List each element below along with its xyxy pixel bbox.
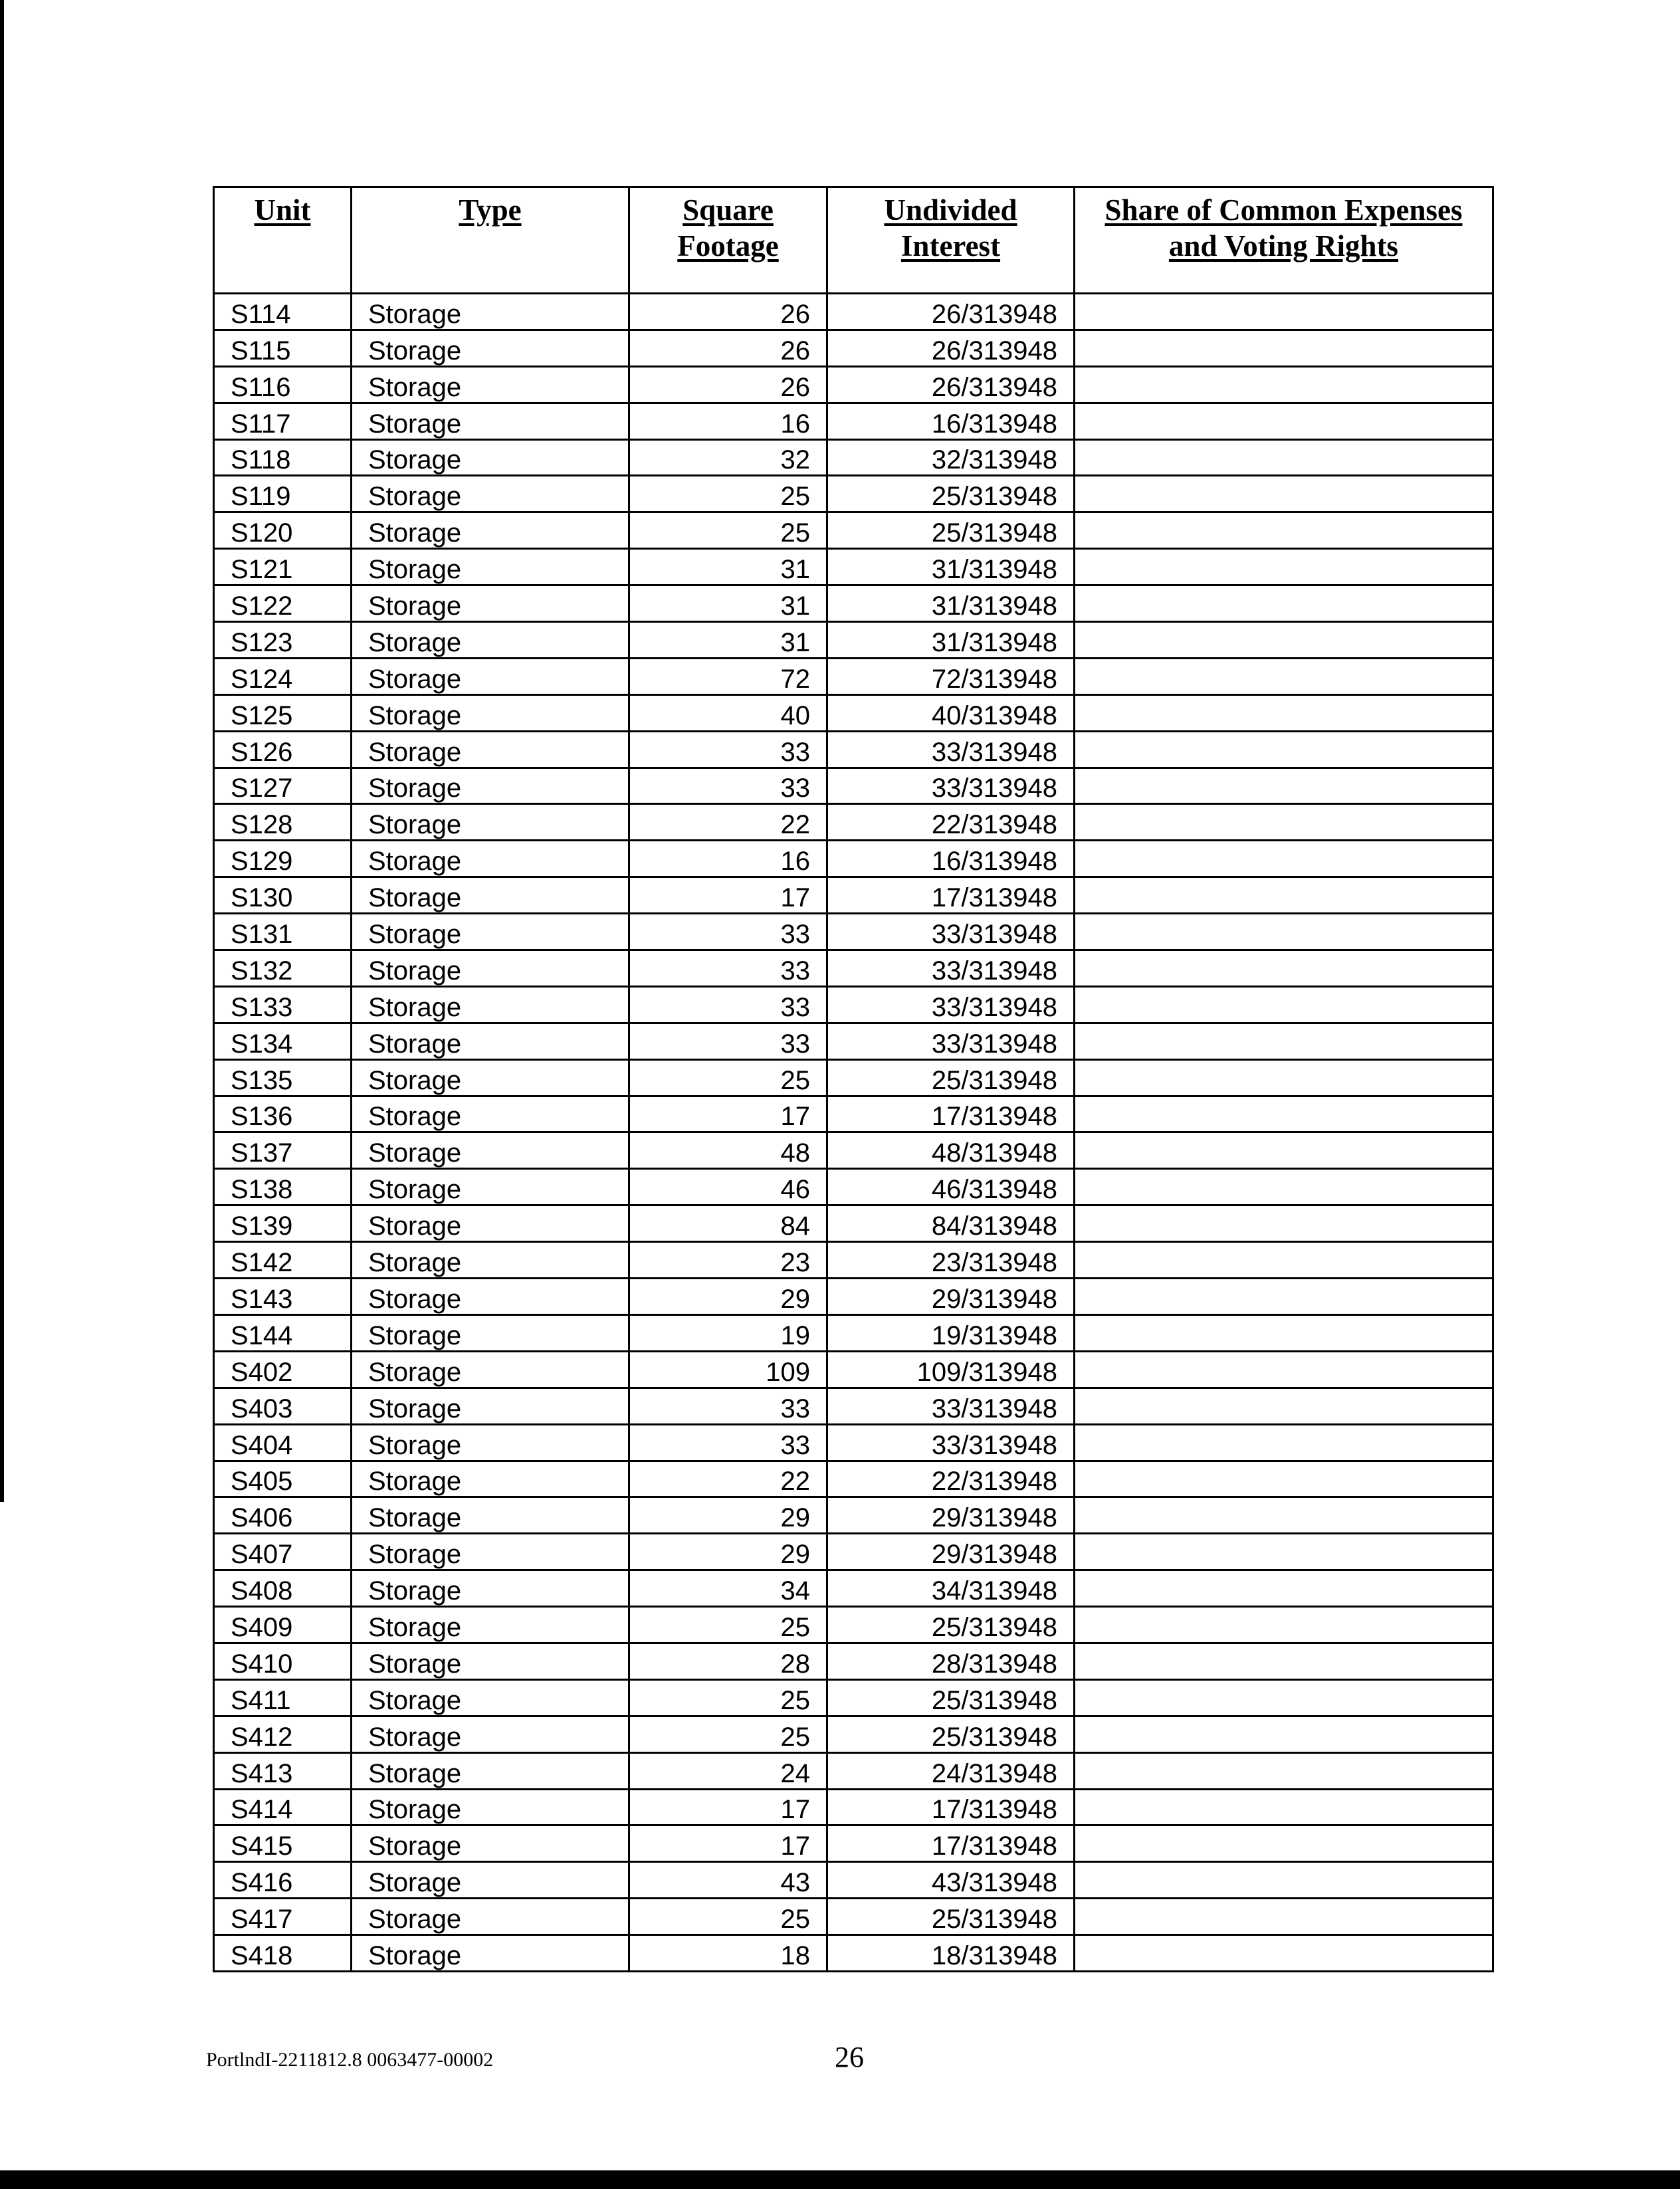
cell-type: Storage: [352, 1497, 629, 1534]
cell-share: [1075, 1679, 1493, 1716]
table-row: [214, 439, 1493, 476]
cell-type: Storage: [352, 585, 629, 622]
cell-square-footage: 31: [629, 622, 827, 659]
cell-undivided-interest: 33/313948: [827, 1023, 1075, 1059]
table-row: [214, 1716, 1493, 1752]
cell-type: Storage: [352, 1205, 629, 1242]
cell-square-footage: 16: [629, 841, 827, 877]
cell-type: Storage: [352, 1388, 629, 1424]
header-share-common-expenses: Share of Common Expenses and Voting Rights: [1075, 187, 1493, 294]
table-row: [214, 1424, 1493, 1461]
cell-unit: S121: [214, 549, 352, 585]
header-type: Type: [352, 187, 629, 294]
cell-unit: S135: [214, 1059, 352, 1096]
cell-share: [1075, 1096, 1493, 1132]
cell-undivided-interest: 26/313948: [827, 294, 1075, 330]
cell-undivided-interest: 25/313948: [827, 1679, 1075, 1716]
cell-type: Storage: [352, 694, 629, 731]
cell-undivided-interest: 23/313948: [827, 1242, 1075, 1279]
cell-unit: S412: [214, 1716, 352, 1752]
cell-undivided-interest: 29/313948: [827, 1279, 1075, 1315]
cell-undivided-interest: 33/313948: [827, 768, 1075, 804]
cell-share: [1075, 1023, 1493, 1059]
table-row: [214, 1132, 1493, 1169]
cell-unit: S410: [214, 1643, 352, 1679]
table-row: [214, 366, 1493, 403]
cell-square-footage: 24: [629, 1752, 827, 1789]
table-row: [214, 658, 1493, 694]
table-row: [214, 1314, 1493, 1351]
cell-unit: S124: [214, 658, 352, 694]
cell-unit: S131: [214, 914, 352, 950]
cell-square-footage: 25: [629, 1059, 827, 1096]
table-row: [214, 841, 1493, 877]
cell-undivided-interest: 32/313948: [827, 439, 1075, 476]
cell-share: [1075, 1314, 1493, 1351]
cell-square-footage: 17: [629, 877, 827, 914]
header-square-footage: Square Footage: [629, 187, 827, 294]
cell-unit: S418: [214, 1935, 352, 1972]
cell-undivided-interest: 25/313948: [827, 1059, 1075, 1096]
cell-share: [1075, 877, 1493, 914]
cell-undivided-interest: 29/313948: [827, 1534, 1075, 1570]
cell-share: [1075, 731, 1493, 768]
table-body: [214, 294, 1493, 1972]
cell-type: Storage: [352, 1752, 629, 1789]
table-row: [214, 1388, 1493, 1424]
cell-share: [1075, 1935, 1493, 1972]
cell-share: [1075, 1169, 1493, 1205]
cell-share: [1075, 658, 1493, 694]
cell-square-footage: 33: [629, 1388, 827, 1424]
cell-type: Storage: [352, 1679, 629, 1716]
table-row: [214, 768, 1493, 804]
cell-square-footage: 40: [629, 694, 827, 731]
cell-share: [1075, 1862, 1493, 1899]
cell-type: Storage: [352, 986, 629, 1023]
cell-type: Storage: [352, 1461, 629, 1497]
cell-type: Storage: [352, 1935, 629, 1972]
cell-undivided-interest: 25/313948: [827, 1607, 1075, 1643]
table-row: [214, 877, 1493, 914]
cell-share: [1075, 1059, 1493, 1096]
cell-unit: S417: [214, 1899, 352, 1935]
cell-square-footage: 29: [629, 1497, 827, 1534]
cell-undivided-interest: 46/313948: [827, 1169, 1075, 1205]
cell-share: [1075, 439, 1493, 476]
cell-type: Storage: [352, 330, 629, 366]
cell-unit: S403: [214, 1388, 352, 1424]
cell-unit: S122: [214, 585, 352, 622]
cell-undivided-interest: 22/313948: [827, 1461, 1075, 1497]
table-row: [214, 694, 1493, 731]
table-row: [214, 549, 1493, 585]
cell-unit: S409: [214, 1607, 352, 1643]
cell-square-footage: 19: [629, 1314, 827, 1351]
cell-square-footage: 23: [629, 1242, 827, 1279]
cell-square-footage: 33: [629, 731, 827, 768]
cell-type: Storage: [352, 1059, 629, 1096]
cell-undivided-interest: 48/313948: [827, 1132, 1075, 1169]
cell-share: [1075, 1497, 1493, 1534]
cell-type: Storage: [352, 768, 629, 804]
table-row: [214, 1497, 1493, 1534]
cell-square-footage: 32: [629, 439, 827, 476]
cell-type: Storage: [352, 294, 629, 330]
cell-share: [1075, 403, 1493, 439]
cell-undivided-interest: 43/313948: [827, 1862, 1075, 1899]
cell-type: Storage: [352, 1716, 629, 1752]
table-row: [214, 1023, 1493, 1059]
cell-share: [1075, 1716, 1493, 1752]
cell-undivided-interest: 16/313948: [827, 403, 1075, 439]
cell-undivided-interest: 33/313948: [827, 914, 1075, 950]
cell-type: Storage: [352, 950, 629, 987]
cell-share: [1075, 622, 1493, 659]
table-row: [214, 512, 1493, 549]
cell-square-footage: 17: [629, 1825, 827, 1862]
cell-type: Storage: [352, 1132, 629, 1169]
cell-square-footage: 29: [629, 1279, 827, 1315]
cell-undivided-interest: 17/313948: [827, 1825, 1075, 1862]
cell-unit: S143: [214, 1279, 352, 1315]
cell-unit: S115: [214, 330, 352, 366]
cell-share: [1075, 1570, 1493, 1607]
cell-square-footage: 46: [629, 1169, 827, 1205]
cell-unit: S137: [214, 1132, 352, 1169]
cell-share: [1075, 294, 1493, 330]
table-row: [214, 403, 1493, 439]
page-number: 26: [835, 2041, 864, 2073]
cell-unit: S118: [214, 439, 352, 476]
cell-share: [1075, 330, 1493, 366]
cell-type: Storage: [352, 658, 629, 694]
cell-unit: S114: [214, 294, 352, 330]
cell-type: Storage: [352, 804, 629, 841]
cell-undivided-interest: 29/313948: [827, 1497, 1075, 1534]
table-row: [214, 1643, 1493, 1679]
cell-unit: S406: [214, 1497, 352, 1534]
scan-left-edge: [0, 0, 4, 1502]
cell-unit: S134: [214, 1023, 352, 1059]
table-row: [214, 1607, 1493, 1643]
cell-share: [1075, 1825, 1493, 1862]
cell-type: Storage: [352, 403, 629, 439]
table-row: [214, 1096, 1493, 1132]
cell-undivided-interest: 33/313948: [827, 950, 1075, 987]
cell-unit: S123: [214, 622, 352, 659]
cell-type: Storage: [352, 622, 629, 659]
cell-undivided-interest: 17/313948: [827, 1789, 1075, 1825]
cell-type: Storage: [352, 439, 629, 476]
table-row: [214, 330, 1493, 366]
table-row: [214, 1862, 1493, 1899]
cell-share: [1075, 1205, 1493, 1242]
cell-unit: S128: [214, 804, 352, 841]
cell-type: Storage: [352, 1789, 629, 1825]
cell-undivided-interest: 33/313948: [827, 986, 1075, 1023]
table-row: [214, 1789, 1493, 1825]
cell-undivided-interest: 17/313948: [827, 877, 1075, 914]
cell-square-footage: 33: [629, 986, 827, 1023]
table-row: [214, 294, 1493, 330]
table-row: [214, 1351, 1493, 1388]
cell-undivided-interest: 18/313948: [827, 1935, 1075, 1972]
cell-square-footage: 17: [629, 1096, 827, 1132]
cell-share: [1075, 950, 1493, 987]
cell-unit: S129: [214, 841, 352, 877]
cell-unit: S402: [214, 1351, 352, 1388]
cell-type: Storage: [352, 1351, 629, 1388]
cell-unit: S413: [214, 1752, 352, 1789]
cell-square-footage: 31: [629, 549, 827, 585]
cell-type: Storage: [352, 512, 629, 549]
cell-unit: S404: [214, 1424, 352, 1461]
cell-undivided-interest: 72/313948: [827, 658, 1075, 694]
cell-unit: S132: [214, 950, 352, 987]
cell-unit: S136: [214, 1096, 352, 1132]
table-row: [214, 1935, 1493, 1972]
table-row: [214, 1169, 1493, 1205]
cell-undivided-interest: 31/313948: [827, 549, 1075, 585]
table-row: [214, 622, 1493, 659]
header-unit: Unit: [214, 187, 352, 294]
cell-unit: S127: [214, 768, 352, 804]
table-row: [214, 914, 1493, 950]
cell-square-footage: 31: [629, 585, 827, 622]
table-row: [214, 1461, 1493, 1497]
cell-square-footage: 33: [629, 1424, 827, 1461]
cell-square-footage: 26: [629, 366, 827, 403]
cell-type: Storage: [352, 1314, 629, 1351]
cell-share: [1075, 986, 1493, 1023]
cell-unit: S139: [214, 1205, 352, 1242]
cell-type: Storage: [352, 1825, 629, 1862]
cell-type: Storage: [352, 476, 629, 512]
cell-type: Storage: [352, 1643, 629, 1679]
cell-square-footage: 25: [629, 512, 827, 549]
cell-square-footage: 25: [629, 1716, 827, 1752]
table-row: [214, 986, 1493, 1023]
cell-undivided-interest: 31/313948: [827, 622, 1075, 659]
cell-share: [1075, 476, 1493, 512]
cell-share: [1075, 1461, 1493, 1497]
table-row: [214, 1205, 1493, 1242]
table-row: [214, 804, 1493, 841]
cell-undivided-interest: 25/313948: [827, 1716, 1075, 1752]
cell-undivided-interest: 31/313948: [827, 585, 1075, 622]
cell-square-footage: 25: [629, 1679, 827, 1716]
cell-type: Storage: [352, 1096, 629, 1132]
cell-undivided-interest: 26/313948: [827, 330, 1075, 366]
table-row: [214, 585, 1493, 622]
cell-square-footage: 72: [629, 658, 827, 694]
cell-type: Storage: [352, 366, 629, 403]
cell-share: [1075, 1752, 1493, 1789]
cell-share: [1075, 768, 1493, 804]
cell-unit: S125: [214, 694, 352, 731]
cell-unit: S407: [214, 1534, 352, 1570]
cell-undivided-interest: 84/313948: [827, 1205, 1075, 1242]
cell-square-footage: 84: [629, 1205, 827, 1242]
table-row: [214, 1825, 1493, 1862]
cell-share: [1075, 1643, 1493, 1679]
cell-undivided-interest: 33/313948: [827, 1388, 1075, 1424]
cell-undivided-interest: 25/313948: [827, 512, 1075, 549]
cell-unit: S126: [214, 731, 352, 768]
cell-unit: S414: [214, 1789, 352, 1825]
cell-share: [1075, 1607, 1493, 1643]
header-undivided-interest: Undivided Interest: [827, 187, 1075, 294]
table-row: [214, 1242, 1493, 1279]
cell-undivided-interest: 24/313948: [827, 1752, 1075, 1789]
cell-share: [1075, 585, 1493, 622]
cell-undivided-interest: 40/313948: [827, 694, 1075, 731]
cell-unit: S133: [214, 986, 352, 1023]
cell-type: Storage: [352, 914, 629, 950]
unit-table: [213, 186, 1494, 1972]
cell-unit: S116: [214, 366, 352, 403]
cell-share: [1075, 1132, 1493, 1169]
table-row: [214, 1059, 1493, 1096]
table-row: [214, 1679, 1493, 1716]
cell-unit: S415: [214, 1825, 352, 1862]
table-row: [214, 1899, 1493, 1935]
cell-undivided-interest: 26/313948: [827, 366, 1075, 403]
cell-square-footage: 26: [629, 294, 827, 330]
table-row: [214, 1570, 1493, 1607]
cell-share: [1075, 1534, 1493, 1570]
cell-undivided-interest: 17/313948: [827, 1096, 1075, 1132]
cell-square-footage: 33: [629, 768, 827, 804]
cell-type: Storage: [352, 1023, 629, 1059]
cell-square-footage: 48: [629, 1132, 827, 1169]
table-row: [214, 1534, 1493, 1570]
cell-share: [1075, 1242, 1493, 1279]
cell-square-footage: 28: [629, 1643, 827, 1679]
cell-type: Storage: [352, 841, 629, 877]
cell-undivided-interest: 33/313948: [827, 1424, 1075, 1461]
cell-undivided-interest: 16/313948: [827, 841, 1075, 877]
cell-undivided-interest: 109/313948: [827, 1351, 1075, 1388]
cell-type: Storage: [352, 1899, 629, 1935]
cell-square-footage: 26: [629, 330, 827, 366]
cell-square-footage: 29: [629, 1534, 827, 1570]
cell-type: Storage: [352, 1169, 629, 1205]
cell-unit: S120: [214, 512, 352, 549]
cell-square-footage: 17: [629, 1789, 827, 1825]
cell-type: Storage: [352, 1862, 629, 1899]
table-row: [214, 476, 1493, 512]
cell-square-footage: 33: [629, 914, 827, 950]
cell-undivided-interest: 22/313948: [827, 804, 1075, 841]
cell-undivided-interest: 19/313948: [827, 1314, 1075, 1351]
cell-square-footage: 25: [629, 476, 827, 512]
cell-undivided-interest: 25/313948: [827, 1899, 1075, 1935]
cell-square-footage: 18: [629, 1935, 827, 1972]
cell-type: Storage: [352, 1242, 629, 1279]
cell-share: [1075, 366, 1493, 403]
cell-share: [1075, 549, 1493, 585]
document-reference: PortlndI-2211812.8 0063477-00002: [206, 2049, 494, 2071]
cell-unit: S416: [214, 1862, 352, 1899]
cell-type: Storage: [352, 1607, 629, 1643]
cell-undivided-interest: 28/313948: [827, 1643, 1075, 1679]
cell-share: [1075, 804, 1493, 841]
cell-square-footage: 34: [629, 1570, 827, 1607]
cell-square-footage: 43: [629, 1862, 827, 1899]
table-header-row: [214, 187, 1493, 294]
cell-square-footage: 109: [629, 1351, 827, 1388]
cell-square-footage: 25: [629, 1607, 827, 1643]
cell-unit: S119: [214, 476, 352, 512]
cell-unit: S144: [214, 1314, 352, 1351]
cell-type: Storage: [352, 1424, 629, 1461]
cell-square-footage: 22: [629, 1461, 827, 1497]
cell-share: [1075, 1899, 1493, 1935]
cell-unit: S408: [214, 1570, 352, 1607]
cell-share: [1075, 1424, 1493, 1461]
cell-square-footage: 33: [629, 950, 827, 987]
cell-unit: S117: [214, 403, 352, 439]
table-row: [214, 950, 1493, 987]
cell-unit: S142: [214, 1242, 352, 1279]
cell-undivided-interest: 34/313948: [827, 1570, 1075, 1607]
cell-unit: S405: [214, 1461, 352, 1497]
cell-type: Storage: [352, 1570, 629, 1607]
cell-share: [1075, 1789, 1493, 1825]
cell-unit: S138: [214, 1169, 352, 1205]
cell-share: [1075, 512, 1493, 549]
cell-type: Storage: [352, 1534, 629, 1570]
table-row: [214, 731, 1493, 768]
cell-square-footage: 33: [629, 1023, 827, 1059]
cell-share: [1075, 694, 1493, 731]
cell-type: Storage: [352, 549, 629, 585]
table-row: [214, 1279, 1493, 1315]
cell-share: [1075, 1351, 1493, 1388]
cell-square-footage: 25: [629, 1899, 827, 1935]
cell-unit: S130: [214, 877, 352, 914]
cell-square-footage: 22: [629, 804, 827, 841]
cell-undivided-interest: 25/313948: [827, 476, 1075, 512]
cell-share: [1075, 914, 1493, 950]
cell-share: [1075, 841, 1493, 877]
unit-table-container: [213, 186, 1492, 1972]
cell-type: Storage: [352, 1279, 629, 1315]
scan-bottom-edge: [0, 2170, 1680, 2189]
table-row: [214, 1752, 1493, 1789]
cell-type: Storage: [352, 877, 629, 914]
cell-type: Storage: [352, 731, 629, 768]
cell-undivided-interest: 33/313948: [827, 731, 1075, 768]
cell-share: [1075, 1279, 1493, 1315]
cell-square-footage: 16: [629, 403, 827, 439]
cell-share: [1075, 1388, 1493, 1424]
cell-unit: S411: [214, 1679, 352, 1716]
